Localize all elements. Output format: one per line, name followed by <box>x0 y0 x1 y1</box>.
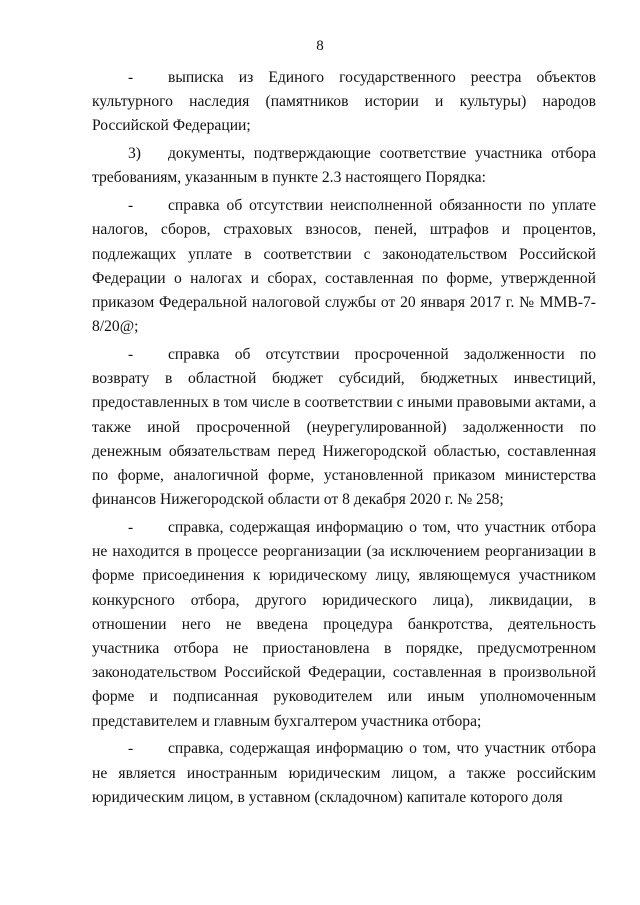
list-marker: - <box>128 197 134 215</box>
paragraph-text: выписка из Единого государственного реестра объектов культурного наследия (памятников истории и культуры) народов Российской Федерации; <box>92 69 596 135</box>
list-marker: - <box>128 69 134 86</box>
paragraph-debt-certificate <box>92 343 596 512</box>
list-marker: - <box>128 519 134 537</box>
paragraph-foreign-entity-certificate <box>92 737 596 810</box>
paragraph-tax-certificate <box>92 194 596 339</box>
page-number: 8 <box>316 38 324 54</box>
list-marker: - <box>128 740 134 758</box>
document-body <box>92 66 596 814</box>
list-marker: - <box>128 346 134 364</box>
paragraph-text: справка об отсутствии просроченной задолженности по возврату в областной бюджет субсидий, бюджетных инвестиций, предоставленных в том числе в соответствии с иными правовыми актами, а также иной просроченной (неурегулированной) задолженности по денежным обязательствам перед Нижегородской областью, составленная по форме, аналогичной форме, установленной приказом министерства финансов Нижегородской области от 8 декабря 2020 г. № 258; <box>92 346 596 509</box>
list-marker: 3) <box>128 145 141 163</box>
paragraph-text: справка, содержащая информацию о том, что участник отбора не находится в процессе реорганизации (за исключением реорганизации в форме присоединения к юридическому лицу, являющемуся участником конкурсного отбора, другого юридического лица), ликвидации, в отношении него не введена процедура банкротства, деятельность участника отбора не приостановлена в порядке, предусмотренном законодательством Российской Федерации, составленная в произвольной форме и подписанная руководителем или иным уполномоченным представителем и главным бухгалтером участника отбора; <box>92 519 596 730</box>
paragraph-item-3 <box>92 142 596 190</box>
paragraph-registry-extract <box>92 66 596 139</box>
paragraph-text: документы, подтверждающие соответствие участника отбора требованиям, указанным в пункте 2.3 настоящего Порядка: <box>92 145 596 187</box>
paragraph-text: справка об отсутствии неисполненной обязанности по уплате налогов, сборов, страховых взносов, пеней, штрафов и процентов, подлежащих уплате в соответствии с законодательством Российской Федерации о налогах и сборах, составленная по форме, утвержденной приказом Федеральной налоговой службы от 20 января 2017 г. № ММВ-7-8/20@; <box>92 197 596 336</box>
paragraph-reorganization-certificate <box>92 516 596 734</box>
paragraph-text: справка, содержащая информацию о том, что участник отбора не является иностранным юридическим лицом, а также российским юридическим лицом, в уставном (складочном) капитале которого доля <box>92 740 596 806</box>
